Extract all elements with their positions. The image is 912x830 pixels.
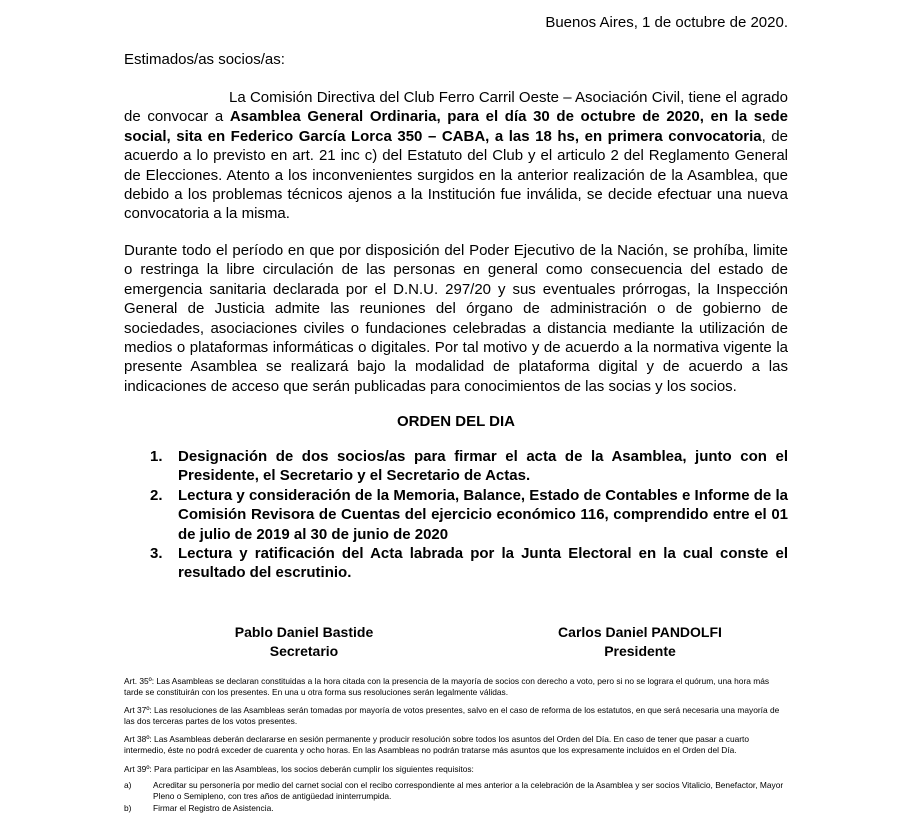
requirement-item (124, 803, 788, 814)
agenda-item-text: Lectura y ratificación del Acta labrada por la Junta Electoral en la cual conste el resultado del escrutinio. (178, 545, 788, 582)
requirement-letter: a) (124, 780, 132, 791)
note-art-35: Art. 35º: Las Asambleas se declaran constituidas a la hora citada con la presencia de la mayoría de socios con derecho a voto, pero si no se lograra el quórum, una hora más tarde se constituirán con los presentes. En una u otra forma sus resoluciones serán legalmente válidas. (124, 676, 770, 697)
note-art-39: Art 39º: Para participar en las Asambleas, los socios deberán cumplir los siguientes requisitos: (124, 763, 474, 774)
agenda-item (150, 486, 788, 544)
signature-name: Pablo Daniel Bastide (234, 624, 374, 640)
document-date: Buenos Aires, 1 de octubre de 2020. (545, 14, 788, 31)
agenda-item-number: 1. (150, 448, 163, 465)
requirement-text: Firmar el Registro de Asistencia. (153, 803, 274, 814)
signature-president (540, 623, 740, 661)
agenda-item-number: 2. (150, 486, 163, 504)
agenda-item-number: 3. (150, 545, 163, 563)
requirement-letter: b) (124, 803, 132, 814)
virtual-assembly-paragraph: Durante todo el período en que por disposición del Poder Ejecutivo de la Nación, se prohíba, limite o restringa la libre circulación de las personas en general como consecuencia del estado de emergencia sanitaria declarada por el D.N.U. 297/20 y sus eventuales prórrogas, la Inspección General de Justicia admite las reuniones del órgano de administración o de gobierno de sociedades, asociaciones civiles o fundaciones celebradas a distancia mediante la utilización de medios o plataformas informáticas o digitales. Por tal motivo y de acuerdo a la normativa vigente la presente Asamblea se realizará bajo la modalidad de plataforma digital y de acuerdo a las indicaciones de acceso que serán publicadas para conocimientos de las socias y los socios. (124, 242, 788, 395)
signature-role: Presidente (604, 643, 676, 659)
signature-role: Secretario (269, 643, 339, 659)
agenda-item (150, 447, 788, 486)
requirement-text: Acreditar su personería por medio del carnet social con el recibo correspondiente al mes anterior a la celebración de la Asamblea y ser socios Vitalicio, Benefactor, Mayor Pleno o Semipleno, con tres años de antigüedad ininterrumpida. (153, 780, 784, 801)
agenda-item (150, 544, 788, 583)
agenda-list (150, 447, 788, 583)
statute-notes (124, 676, 788, 816)
agenda-item-text: Designación de dos socios/as para firmar el acta de la Asamblea, junto con el Presidente, el Secretario y el Secretario de Actas. (178, 448, 788, 485)
convocation-text-end: , de acuerdo a lo previsto en art. 21 inc c) del Estatuto del Club y el articulo 2 del Reglamento General de Elecciones. Atento a los inconvenientes surgidos en la anterior realización de la Asamblea, que debido a los problemas técnicos ajenos a la Institución fue inválida, se decide efectuar una nueva convocatoria a la misma. (124, 127, 788, 223)
salutation: Estimados/as socios/as: (124, 51, 285, 68)
agenda-item-text: Lectura y consideración de la Memoria, Balance, Estado de Contables e Informe de la Comisión Revisora de Cuentas del ejercicio económico 116, comprendido entre el 01 de julio de 2019 al 30 de junio de 2020 (178, 486, 788, 543)
note-art-38: Art 38º: Las Asambleas deberán declararse en sesión permanente y producir resolución sobre todos los asuntos del Orden del Día. En caso de tener que pasar a cuarto intermedio, éste no podrá exceder de cuarenta y ocho horas. En las Asambleas no podrán tratarse más asuntos que los expresamente incluidos en el Orden del Día. (124, 734, 750, 755)
requirement-item (124, 780, 788, 801)
note-art-37: Art 37º: Las resoluciones de las Asambleas serán tomadas por mayoría de votos presentes, salvo en el caso de reforma de los estatutos, en que será necesaria una mayoría de las dos terceras partes de los votos presentes. (124, 705, 780, 726)
convocation-text-start: La Comisión Directiva del Club Ferro Carril Oeste – Asociación Civil, tiene el agrado de convocar a (124, 89, 788, 126)
agenda-title: ORDEN DEL DIA (396, 413, 516, 430)
signature-secretary (204, 623, 404, 661)
convocation-bold-details: Asamblea General Ordinaria, para el día 30 de octubre de 2020, en la sede social, sita en Federico García Lorca 350 – CABA, a las 18 hs, en primera convocatoria (124, 108, 788, 145)
convocation-paragraph (124, 88, 788, 224)
signature-name: Carlos Daniel PANDOLFI (558, 624, 722, 640)
